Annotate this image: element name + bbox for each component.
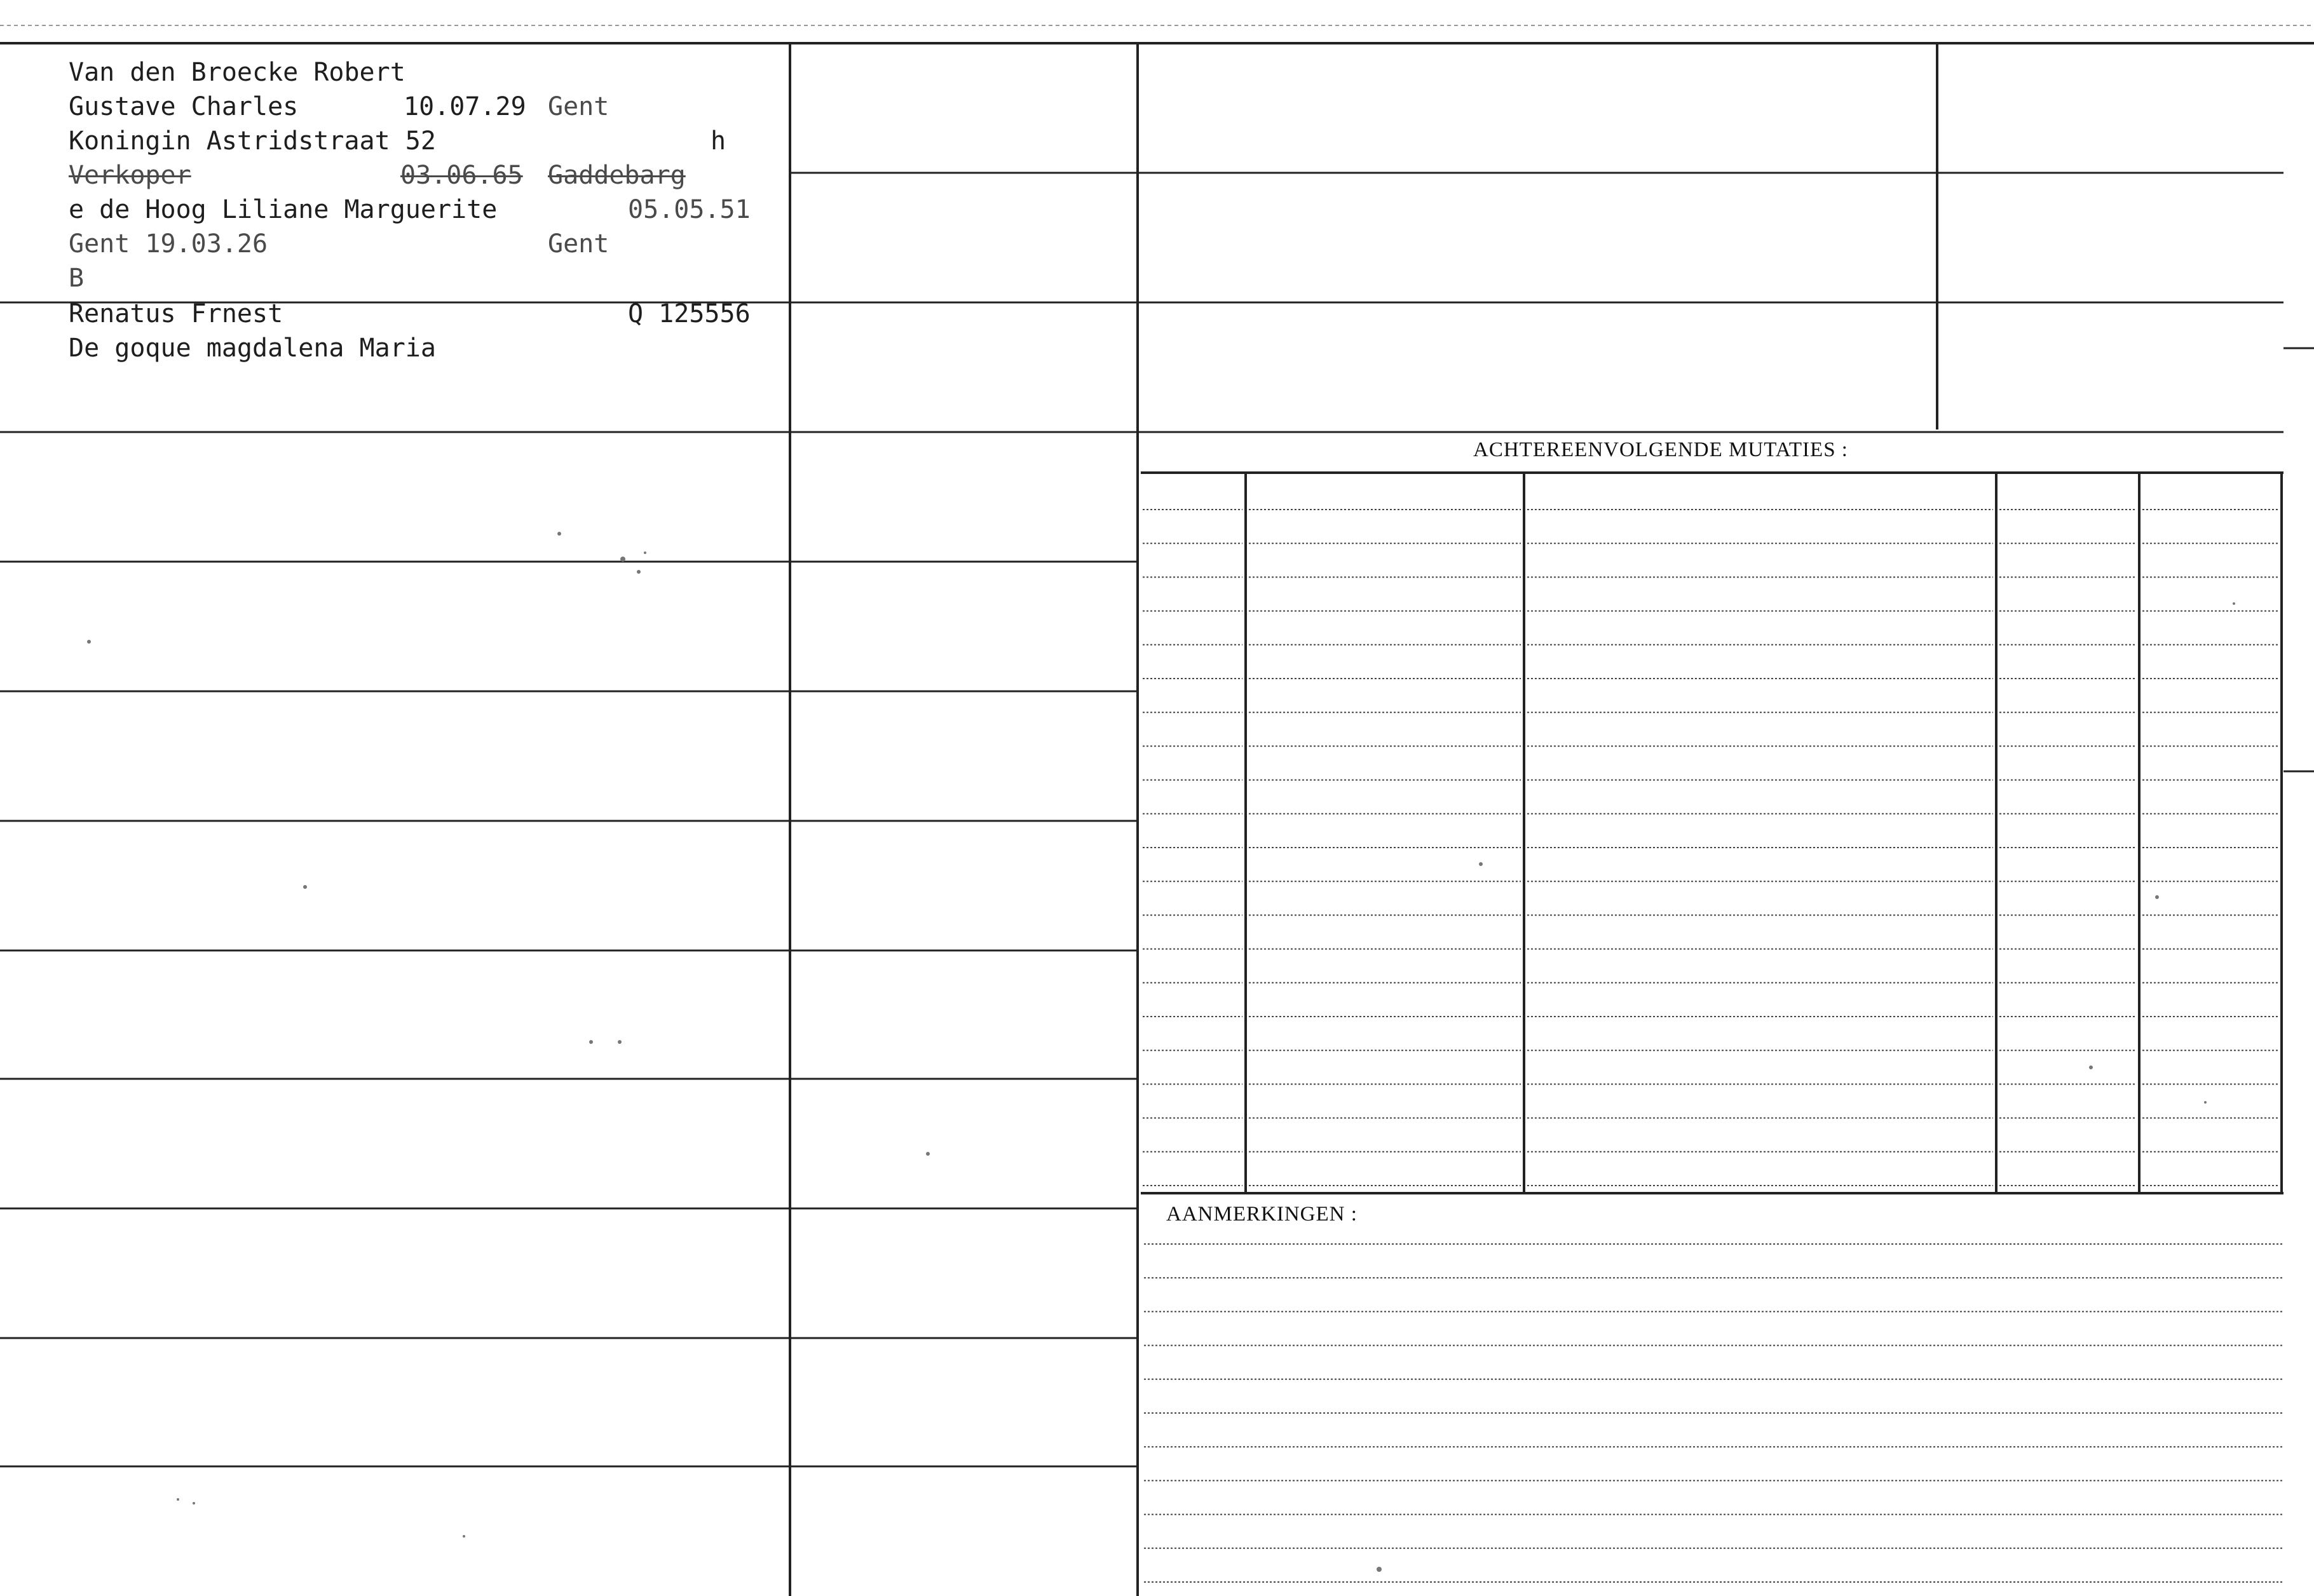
occupation: Verkoper bbox=[69, 161, 191, 190]
address: Koningin Astridstraat 52 bbox=[69, 126, 436, 156]
occupation-date: 03.06.65 bbox=[400, 161, 523, 190]
spouse-name: e de Hoog Liliane Marguerite bbox=[69, 195, 498, 224]
birth-date: 10.07.29 bbox=[404, 92, 526, 121]
address-suffix: h bbox=[711, 126, 726, 156]
marker-b: B bbox=[69, 264, 85, 293]
child-name: Renatus Frnest bbox=[69, 299, 283, 328]
child-mother: De goque magdalena Maria bbox=[69, 334, 436, 363]
remarks-heading: AANMERKINGEN : bbox=[1166, 1203, 1358, 1226]
spouse-date: 05.05.51 bbox=[628, 195, 751, 224]
surname-line: Van den Broecke Robert bbox=[69, 58, 405, 87]
occupation-place: Gaddebarg bbox=[548, 161, 686, 190]
reference-number: Q 125556 bbox=[628, 299, 751, 328]
spouse-birth: Gent 19.03.26 bbox=[69, 229, 268, 259]
birth-place: Gent bbox=[548, 92, 609, 121]
given-names: Gustave Charles bbox=[69, 92, 299, 121]
spouse-place: Gent bbox=[548, 229, 609, 259]
mutations-heading: ACHTEREENVOLGENDE MUTATIES : bbox=[1473, 438, 1848, 461]
